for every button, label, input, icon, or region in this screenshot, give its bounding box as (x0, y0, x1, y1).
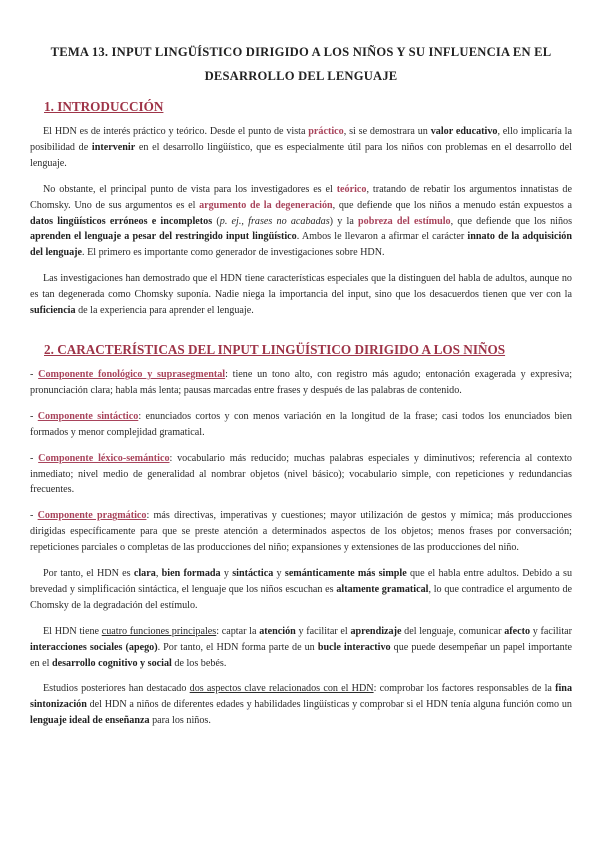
intro-paragraph-3: Las investigaciones han demostrado que el HDN tiene características especiales que la distinguen del habla de adultos, aunque no es tan degenerada como Chomsky suponía. Nadie niega la importancia del input, sino que los desacuerdos tienen que ver con la suficiencia de la experiencia para aprender el lenguaje. (30, 273, 572, 317)
intro-paragraph-2: No obstante, el principal punto de vista para los investigadores es el teórico, tratando de rebatir los argumentos innatistas de Chomsky. Uno de sus argumentos es el argumento de la degeneración, que defiende que los niños a menudo están expuestos a datos lingüísticos erróneos e incompletos (p. ej., frases no acabadas) y la pobreza del estímulo, que defiende que los niños aprenden el lenguaje a pesar del restringido input lingüístico. Ambos le llevaron a afirmar el carácter innato de la adquisición del lenguaje. El primero es importante como generador de investigaciones sobre HDN. (30, 183, 573, 259)
title-line-1: TEMA 13. INPUT LINGÜÍSTICO DIRIGIDO A LOS NIÑOS Y SU INFLUENCIA EN EL (50, 45, 552, 59)
document-title (30, 40, 572, 88)
component-item-lexical-semantic: - Componente léxico-semántico: vocabulario más reducido; muchas palabras especiales y diminutivos; referencia al contexto inmediato; nivel medio de generalidad al nombrar objetos (nivel básico); vocabulario simple, con repeticiones y redundancias frecuentes. (30, 452, 572, 496)
functions-paragraph: El HDN tiene cuatro funciones principales: captar la atención y facilitar el aprendizaje del lenguaje, comunicar afecto y facilitar interacciones sociales (apego). Por tanto, el HDN forma parte de un bucle interactivo que puede desempeñar un papel importante en el desarrollo cognitivo y social de los bebés. (30, 625, 573, 669)
summary-paragraph: Por tanto, el HDN es clara, bien formada y sintáctica y semánticamente más simple que el habla entre adultos. Debido a su brevedad y simplificación sintáctica, el lenguaje que los niños escuchan es altamente gramatical, lo que contradice el argumento de Chomsky de la degradación del estímulo. (30, 568, 573, 611)
studies-paragraph: Estudios posteriores han destacado dos aspectos clave relacionados con el HDN: comprobar los factores responsables de la fina sintonización del HDN a niños de diferentes edades y habilidades lingüísticas y comprobar si el HDN tenía alguna función como un lenguaje ideal de enseñanza para los niños. (30, 683, 573, 727)
section-2-heading: 2. CARACTERÍSTICAS DEL INPUT LINGÜÍSTICO DIRIGIDO A LOS NIÑOS (44, 341, 506, 357)
component-item-syntactic: - Componente sintáctico: enunciados cortos y con menos variación en la longitud de la frase; casi todos los enunciados bien formados y menor complejidad gramatical. (30, 410, 572, 438)
title-line-2: DESARROLLO DEL LENGUAJE (204, 69, 398, 83)
component-item-pragmatic: - Componente pragmático: más directivas, imperativas y cuestiones; mayor utilización de gestos y mímica; más producciones dirigidas específicamente para que se preste atención a determinados aspectos de los objetos; menos frases por conversación; repeticiones parciales o completas de las producciones del niño; expansiones y extensiones de las producciones del niño. (30, 510, 572, 554)
intro-paragraph-1: El HDN es de interés práctico y teórico. Desde el punto de vista práctico, si se demostrara un valor educativo, ello implicaría la posibilidad de intervenir en el desarrollo lingüístico, que es especialmente útil para los niños con problemas en el desarrollo del lenguaje. (30, 126, 572, 169)
component-item-phonological: - Componente fonológico y suprasegmental: tiene un tono alto, con registro más agudo; entonación exagerada y expresiva; pronunciación clara; habla más lenta; pausas marcadas entre frases y después de las palabras de contenido. (30, 368, 573, 396)
section-1-heading: 1. INTRODUCCIÓN (44, 99, 164, 114)
document-page (30, 40, 572, 739)
